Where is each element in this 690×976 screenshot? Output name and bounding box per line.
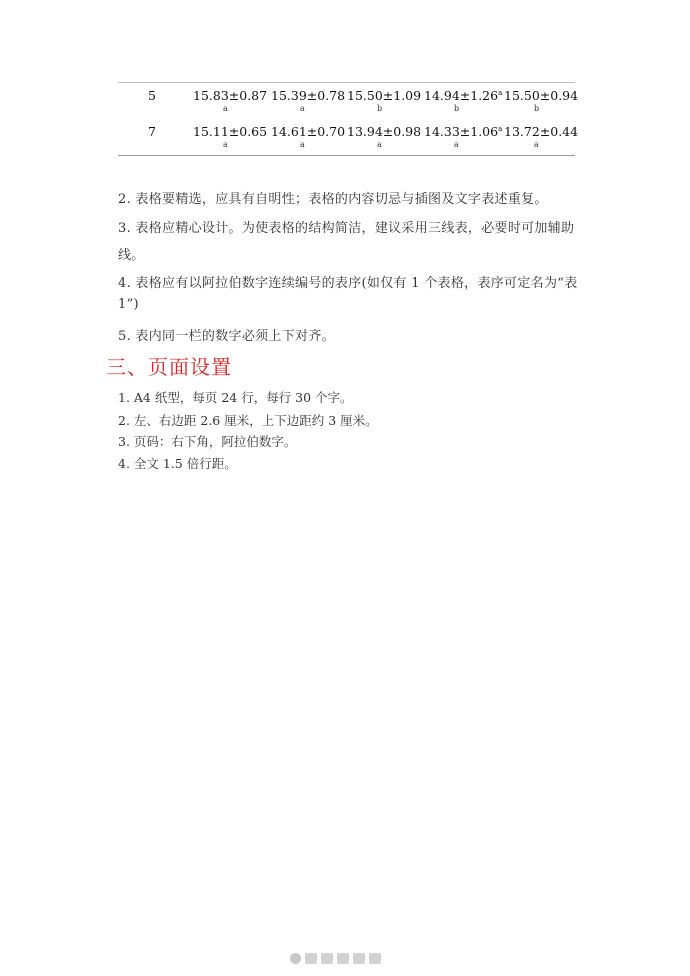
rule-item-3-line2: 线。: [118, 248, 145, 263]
table-cell: 15.39±0.78: [271, 88, 346, 103]
cell-subscript: a: [454, 140, 459, 149]
setup-item-1: 1. A4 纸型，每页 24 行，每行 30 个字。: [118, 390, 353, 405]
cell-subscript: a: [534, 140, 539, 149]
table-cell: 15.50±1.09: [347, 88, 422, 103]
data-table: [118, 82, 579, 156]
table-bottom-rule: [118, 155, 575, 156]
table-row: [118, 119, 579, 155]
watermark-dot-icon: [290, 953, 301, 964]
cell-subscript: a: [223, 140, 228, 149]
rule-item-3-line1: 3. 表格应精心设计。为使表格的结构简洁，建议采用三线表，必要时可加辅助: [118, 221, 575, 236]
cell-superscript: a: [498, 125, 503, 133]
section-heading: 三、页面设置: [106, 355, 232, 379]
cell-subscript: a: [377, 140, 382, 149]
table-row: [118, 83, 579, 119]
cell-subscript: a: [300, 104, 305, 113]
setup-item-3: 3. 页码：右下角，阿拉伯数字。: [118, 434, 297, 449]
watermark-logo: [290, 951, 400, 965]
watermark-block-icon: [353, 953, 365, 964]
cell-subscript: b: [534, 104, 540, 113]
cell-subscript: a: [300, 140, 305, 149]
rule-item-5: 5. 表内同一栏的数字必须上下对齐。: [118, 329, 335, 344]
watermark-block-icon: [337, 953, 349, 964]
cell-superscript: a: [498, 89, 503, 97]
rule-item-2: 2. 表格要精选，应具有自明性；表格的内容切忌与插图及文字表述重复。: [118, 192, 548, 207]
watermark-block-icon: [369, 953, 381, 964]
table-cell: 15.83±0.87: [193, 88, 268, 103]
cell-subscript: a: [223, 104, 228, 113]
table-cell: 14.94±1.26$^a$: [424, 88, 503, 103]
row-label: 7: [148, 124, 156, 139]
rule-item-4-line2: 1”): [118, 297, 139, 312]
table-cell: 15.50±0.94: [504, 88, 579, 103]
table-cell: 14.33±1.06$^a$: [424, 124, 503, 139]
rule-item-4-line1: 4. 表格应有以阿拉伯数字连续编号的表序(如仅有 1 个表格，表序可定名为“表: [118, 276, 578, 291]
table-cell: 14.61±0.70: [271, 124, 346, 139]
table-cell: 15.11±0.65: [193, 124, 268, 139]
setup-item-4: 4. 全文 1.5 倍行距。: [118, 456, 237, 471]
setup-item-2: 2. 左、右边距 2.6 厘米，上下边距约 3 厘米。: [118, 413, 378, 428]
watermark-block-icon: [321, 953, 333, 964]
cell-subscript: b: [377, 104, 383, 113]
table-cell: 13.72±0.44: [504, 124, 579, 139]
watermark-block-icon: [305, 953, 317, 964]
row-label: 5: [148, 88, 156, 103]
cell-subscript: b: [454, 104, 460, 113]
table-cell: 13.94±0.98: [347, 124, 422, 139]
